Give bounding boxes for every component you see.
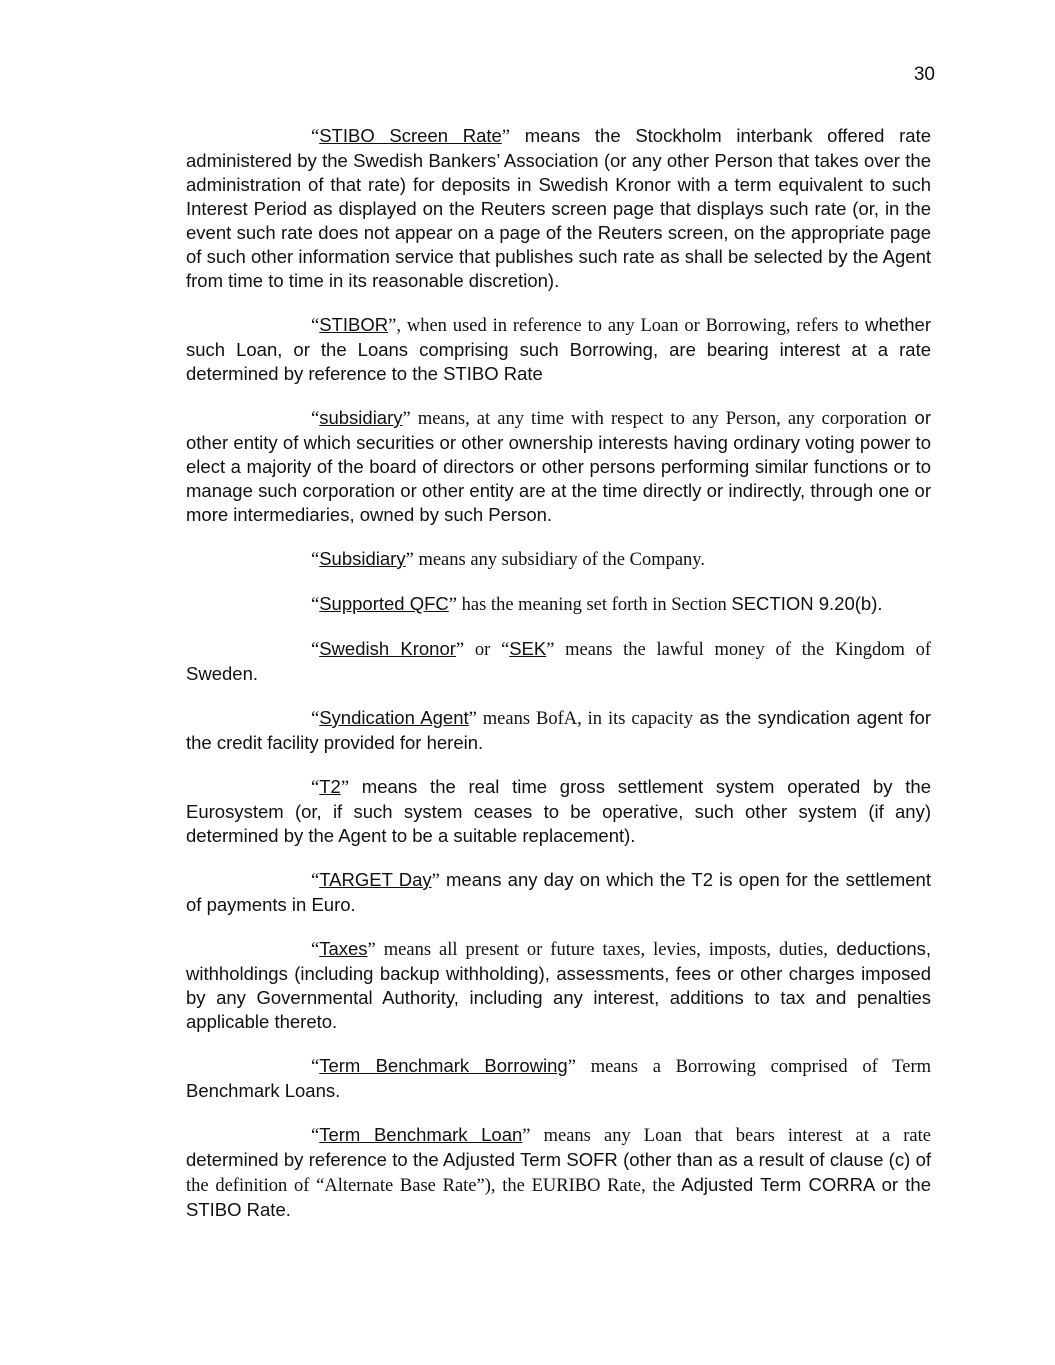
definition-text: has the meaning set forth in Section bbox=[457, 595, 732, 615]
definition-stibor: “STIBOR”, when used in reference to any Loan or Borrowing, refers to whether such Loan, or the Loans comprising such Borrowing, are bearing interest at a rate determined by reference to the STIBO Rate bbox=[186, 314, 931, 384]
definition-text: means all present or future taxes, levies, imposts, duties, bbox=[375, 940, 828, 960]
definition-target-day: “TARGET Day” means any day on which the T2 is open for the settlement of payments in Euro. bbox=[186, 869, 931, 915]
defined-term: STIBOR bbox=[319, 314, 389, 335]
definition-text: means the lawful money of the Kingdom of bbox=[554, 640, 931, 660]
definition-text-continued: or other entity of which securities or other ownership interests having ordinary voting power to elect a majority of the board of directors or other persons performing similar functions or to manage such corporation or other entity are at the time directly or indirectly, through one or more intermediaries, owned by such Person. bbox=[186, 407, 931, 525]
definition-term-benchmark-borrowing: “Term Benchmark Borrowing” means a Borrowing comprised of Term Benchmark Loans. bbox=[186, 1055, 931, 1101]
definition-text: means any day on which the T2 is open for the settlement of payments in Euro. bbox=[186, 869, 931, 915]
definition-text-sans-2: Adjusted Term CORRA or the STIBO Rate. bbox=[186, 1174, 931, 1220]
definition-text: means any Loan that bears interest at a rate bbox=[530, 1126, 931, 1146]
definitions-list bbox=[186, 124, 931, 1242]
defined-term: T2 bbox=[319, 776, 341, 797]
definition-supported-qfc: “Supported QFC” has the meaning set forth in Section SECTION 9.20(b). bbox=[311, 593, 883, 615]
definition-text: means a Borrowing comprised of Term bbox=[575, 1057, 931, 1077]
defined-term: Swedish Kronor bbox=[319, 638, 456, 659]
definition-text: means, at any time with respect to any Person, any corporation bbox=[410, 409, 907, 429]
defined-term: STIBO Screen Rate bbox=[319, 125, 502, 146]
definition-swedish-kronor: “Swedish Kronor” or “SEK” means the lawful money of the Kingdom of Sweden. bbox=[186, 638, 931, 684]
definition-text-continued: as the syndication agent for the credit facility provided for herein. bbox=[186, 707, 931, 753]
definition-term-benchmark-loan: “Term Benchmark Loan” means any Loan that bears interest at a rate determined by reference to the Adjusted Term SOFR (other than as a result of clause (c) of the definition of “Alternate Base Rate”), the EURIBO Rate, the Adjusted Term CORRA or the STIBO Rate. bbox=[186, 1124, 931, 1220]
definition-text: means the Stockholm interbank offered rate administered by the Swedish Bankers’ Association (or any other Person that takes over the administration of that rate) for deposits in Swedish Kronor with a term equivalent to such Interest Period as displayed on the Reuters screen page that displays such rate (or, in the event such rate does not appear on a page of the Reuters screen, on the appropriate page of such other information service that publishes such rate as shall be selected by the Agent from time to time in its reasonable discretion). bbox=[186, 125, 931, 291]
definition-text-serif-2: the definition of “Alternate Base Rate”), the EURIBO Rate, the bbox=[186, 1176, 676, 1196]
definition-text-continued: whether such Loan, or the Loans comprising such Borrowing, are bearing interest at a rate determined by reference to the STIBO Rate bbox=[186, 314, 931, 384]
definition-text: means any subsidiary of the Company. bbox=[413, 550, 705, 570]
definition-text-continued: deductions, withholdings (including backup withholding), assessments, fees or other charges imposed by any Governmental Authority, including any interest, additions to tax and penalties applicable thereto. bbox=[186, 938, 932, 1032]
definition-text-continued: Benchmark Loans. bbox=[186, 1080, 341, 1101]
defined-term: subsidiary bbox=[319, 407, 403, 428]
definition-text: means BofA, in its capacity bbox=[476, 709, 694, 729]
defined-term: Syndication Agent bbox=[319, 707, 469, 728]
definition-taxes: “Taxes” means all present or future taxes, levies, imposts, duties, deductions, withholdings (including backup withholding), assessments, fees or other charges imposed by any Governmental Authority, including any interest, additions to tax and penalties applicable thereto. bbox=[186, 938, 932, 1032]
defined-term: TARGET Day bbox=[319, 869, 432, 890]
definition-text: , when used in reference to any Loan or Borrowing, refers to bbox=[396, 316, 859, 336]
definition-or: or bbox=[464, 640, 501, 660]
defined-term: Supported QFC bbox=[319, 593, 449, 614]
defined-term: Subsidiary bbox=[319, 548, 406, 569]
page-number: 30 bbox=[913, 64, 935, 85]
section-reference: SECTION 9.20(b). bbox=[731, 593, 883, 614]
definition-subsidiary-upper: “Subsidiary” means any subsidiary of the Company. bbox=[311, 548, 705, 570]
definition-text-continued: determined by reference to the Adjusted Term SOFR (other than as a result of clause (c) of bbox=[186, 1149, 931, 1170]
definition-t2: “T2” means the real time gross settlement system operated by the Eurosystem (or, if such system ceases to be operative, such other system (if any) determined by the Agent to be a suitable replacement). bbox=[186, 776, 931, 846]
defined-term: Taxes bbox=[319, 938, 368, 959]
definition-syndication-agent: “Syndication Agent” means BofA, in its capacity as the syndication agent for the credit facility provided for herein. bbox=[186, 707, 931, 753]
defined-term-alt: SEK bbox=[509, 638, 547, 659]
definition-stibo-screen-rate: “STIBO Screen Rate” means the Stockholm interbank offered rate administered by the Swedish Bankers’ Association (or any other Person that takes over the administration of that rate) for deposits in Swedish Kronor with a term equivalent to such Interest Period as displayed on the Reuters screen page that displays such rate (or, in the event such rate does not appear on a page of the Reuters screen, on the appropriate page of such other information service that publishes such rate as shall be selected by the Agent from time to time in its reasonable discretion). bbox=[186, 125, 931, 291]
defined-term: Term Benchmark Borrowing bbox=[319, 1055, 568, 1076]
definition-text-continued: Sweden. bbox=[186, 663, 258, 684]
defined-term: Term Benchmark Loan bbox=[319, 1124, 523, 1145]
definition-text: means the real time gross settlement system operated by the Eurosystem (or, if such system ceases to be operative, such other system (if any) determined by the Agent to be a suitable replacement). bbox=[186, 776, 931, 846]
definition-subsidiary-lower: “subsidiary” means, at any time with respect to any Person, any corporation or other entity of which securities or other ownership interests having ordinary voting power to elect a majority of the board of directors or other persons performing similar functions or to manage such corporation or other entity are at the time directly or indirectly, through one or more intermediaries, owned by such Person. bbox=[186, 407, 931, 525]
